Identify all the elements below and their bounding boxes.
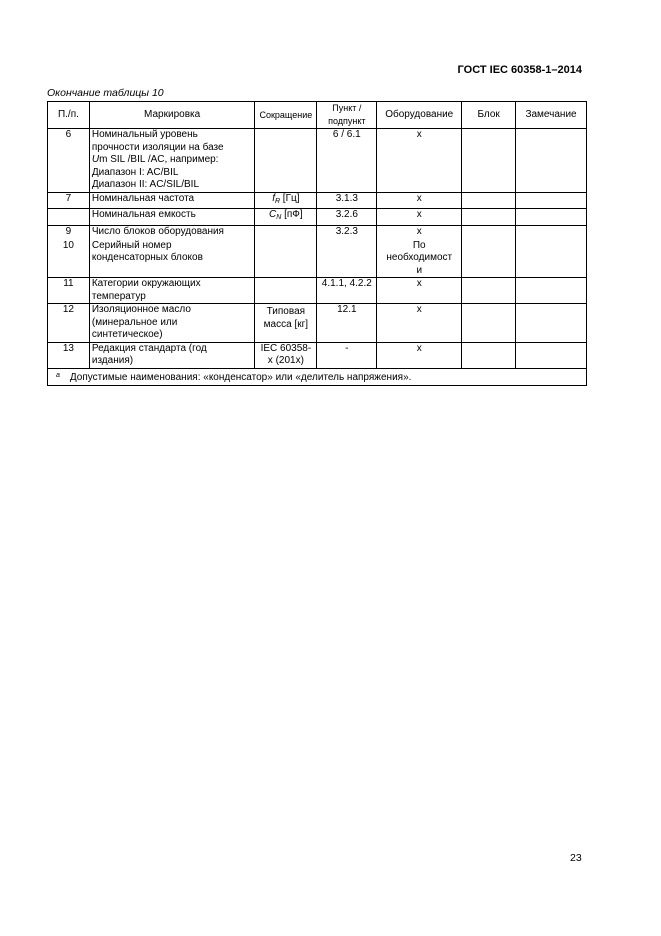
row-block [462, 225, 516, 278]
row-num [48, 225, 90, 278]
header-block: Блок [462, 102, 516, 129]
row-marking [89, 278, 255, 304]
row-clause: 4.1.1, 4.2.2 [317, 278, 377, 304]
abbr-symbol: C [269, 209, 277, 220]
row-clause: 3.2.3 [317, 225, 377, 278]
header-marking: Маркировка [89, 102, 255, 129]
row-block [462, 209, 516, 226]
row-equipment [377, 225, 462, 278]
table-footnote-row [48, 368, 587, 386]
row-abbr [255, 225, 317, 278]
abbr-line: x (201x) [267, 355, 304, 366]
row-abbr [255, 192, 317, 209]
row-abbr [255, 342, 317, 368]
table-caption: Окончание таблицы 10 [47, 87, 164, 99]
marking-line: Номинальный уровень [91, 129, 198, 140]
header-clause-line2: подпункт [328, 116, 366, 126]
footnote-text: Допустимые наименования: «конденсатор» или «делитель напряжения». [69, 371, 412, 383]
row-note [516, 192, 587, 209]
row-note [516, 304, 587, 343]
row-equipment: x [377, 342, 462, 368]
row-equipment: x [377, 304, 462, 343]
row-num: 6 [48, 129, 90, 193]
row-note [516, 129, 587, 193]
row-abbr [255, 278, 317, 304]
equipment-line: необходимост [386, 252, 453, 263]
abbr-line: Типовая [266, 306, 306, 317]
header-clause-line1: Пункт / [332, 103, 362, 113]
table-header-row [48, 102, 587, 129]
footnote-mark: a [56, 371, 60, 379]
abbr-line: IEC 60358- [260, 342, 312, 354]
row-equipment: x [377, 278, 462, 304]
row-note [516, 225, 587, 278]
table-row [48, 304, 587, 343]
row-block [462, 342, 516, 368]
row-num: 12 [48, 304, 90, 343]
marking-line: прочности изоляции на базе [91, 141, 224, 153]
row-marking [89, 225, 255, 278]
table-row [48, 278, 587, 304]
marking-line: конденсаторных блоков [91, 252, 203, 263]
row-block [462, 304, 516, 343]
row-clause: - [317, 342, 377, 368]
table-row [48, 342, 587, 368]
marking-line: Число блоков оборудования [91, 225, 224, 237]
marking-line: Категории окружающих [91, 278, 201, 289]
row-block [462, 192, 516, 209]
row-abbr [255, 304, 317, 343]
abbr-line: масса [кг] [263, 318, 309, 330]
row-equipment: x [377, 192, 462, 209]
row-num: 13 [48, 342, 90, 368]
marking-table [47, 101, 587, 386]
header-note: Замечание [516, 102, 587, 129]
row-clause: 3.2.6 [317, 209, 377, 226]
row-num-10: 10 [62, 239, 74, 251]
marking-line: Редакция стандарта (год [91, 342, 207, 354]
marking-line: m SIL /BIL /AC, например: [99, 154, 219, 165]
row-note [516, 209, 587, 226]
table-footnote [48, 368, 587, 386]
marking-line: Диапазон I: AC/BIL [91, 166, 179, 178]
row-abbr [255, 129, 317, 193]
row-marking [89, 304, 255, 343]
row-equipment: x [377, 209, 462, 226]
table-row [48, 192, 587, 209]
document-code: ГОСТ IEC 60358-1–2014 [457, 64, 582, 76]
header-num: П./п. [48, 102, 90, 129]
row-num: 7 [48, 192, 90, 209]
page-number: 23 [570, 852, 582, 864]
row-abbr [255, 209, 317, 226]
table-row [48, 129, 587, 193]
header-clause [317, 102, 377, 129]
row-block [462, 129, 516, 193]
row-clause: 6 / 6.1 [317, 129, 377, 193]
marking-line: синтетическое) [91, 329, 163, 340]
abbr-subscript: R [274, 197, 281, 205]
row-num-9: 9 [65, 225, 72, 237]
table-row [48, 225, 587, 278]
row-block [462, 278, 516, 304]
table-row [48, 209, 587, 226]
marking-line: Диапазон II: AC/SIL/BIL [91, 179, 200, 190]
marking-line: издания) [91, 355, 134, 366]
header-equipment: Оборудование [377, 102, 462, 129]
marking-line: Серийный номер [91, 239, 172, 251]
equipment-line: и [416, 264, 423, 276]
row-equipment: x [377, 129, 462, 193]
row-marking: Номинальная емкость [89, 209, 255, 226]
marking-line: температур [91, 290, 146, 302]
header-abbr: Сокращение [255, 102, 317, 129]
marking-line: (минеральное или [91, 316, 178, 328]
equipment-line: По [412, 239, 426, 251]
row-note [516, 342, 587, 368]
abbr-symbol: f [272, 192, 275, 204]
equipment-value: x [416, 225, 422, 237]
row-marking [89, 342, 255, 368]
marking-line: Изоляционное масло [91, 304, 191, 315]
row-marking: Номинальная частота [89, 192, 255, 209]
row-num [48, 209, 90, 226]
marking-um-symbol: U [91, 154, 100, 165]
abbr-unit: [пФ] [281, 209, 303, 220]
abbr-subscript: N [276, 214, 282, 221]
abbr-unit: [Гц] [280, 192, 300, 204]
row-note [516, 278, 587, 304]
row-marking [89, 129, 255, 193]
row-clause: 3.1.3 [317, 192, 377, 209]
row-num: 11 [48, 278, 90, 304]
row-clause: 12.1 [317, 304, 377, 343]
